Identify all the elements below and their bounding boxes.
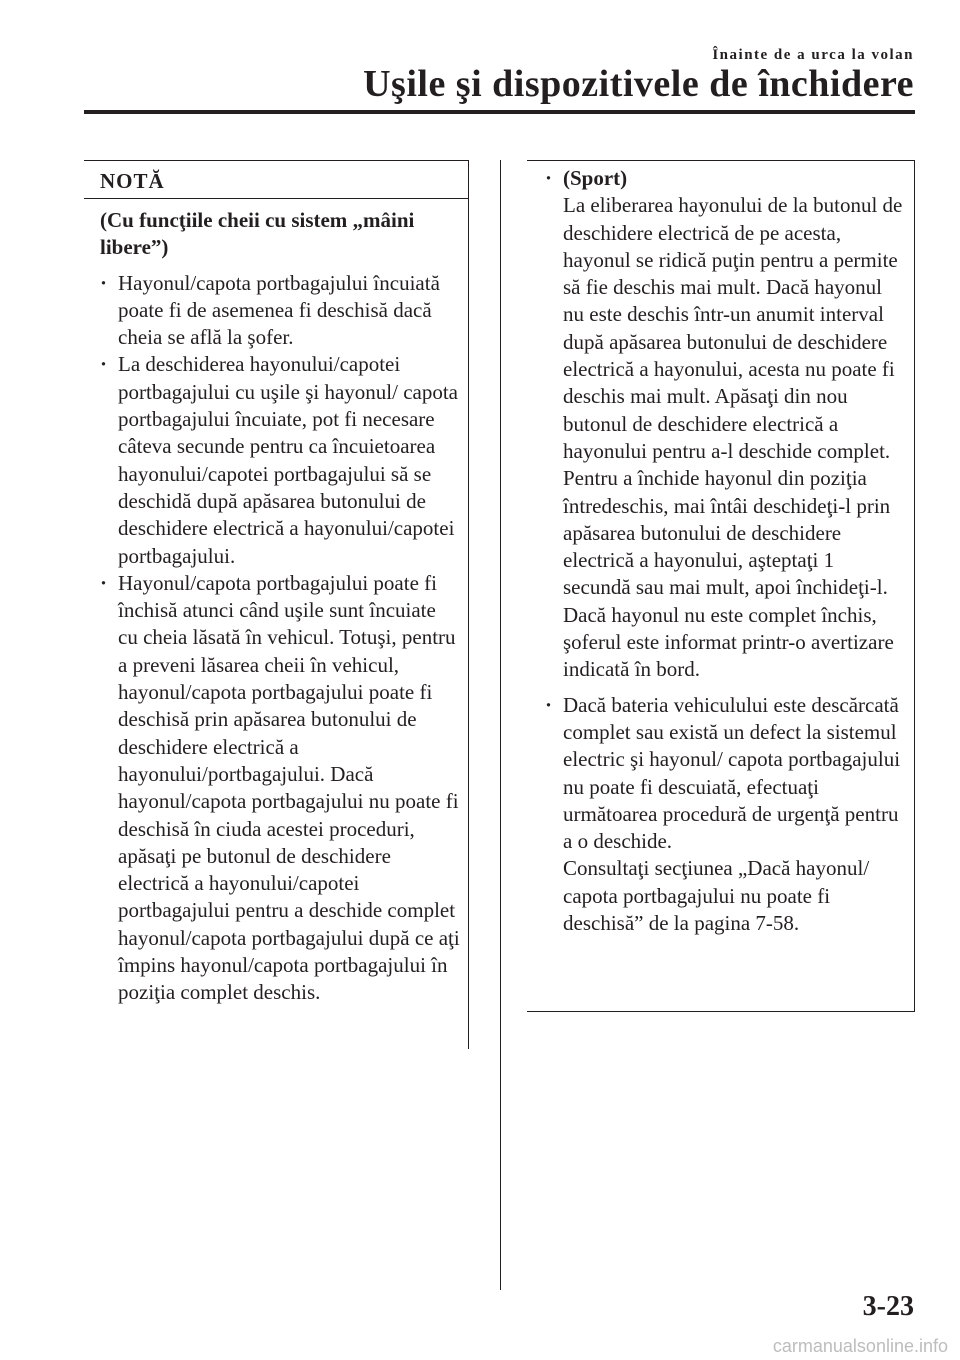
page-title: Uşile şi dispozitivele de închidere: [363, 63, 914, 105]
note-heading: NOTĂ: [84, 161, 468, 199]
note-box: [84, 160, 469, 1049]
note-bullet: · Hayonul/capota portbagajului încuiată poate fi de asemenea fi deschisă dacă cheia se află la şofer.: [100, 270, 460, 352]
sport-label: · (Sport): [563, 166, 628, 190]
sport-note-body: [527, 161, 914, 937]
note-condition: (Cu funcţiile cheii cu sistem „mâini libere”): [100, 208, 415, 260]
battery-text: · Dacă bateria vehiculului este descărcată complet sau există un defect la sistemul electric şi hayonul/ capota portbagajului nu poate fi descuiată, efectuaţi următoarea procedură de urgenţă pentru a o deschide.: [563, 692, 901, 854]
battery-reference: Consultaţi secţiunea „Dacă hayonul/ capota portbagajului nu poate fi deschisă” de la pagina 7-58.: [563, 856, 870, 936]
sport-text: La eliberarea hayonului de la butonul de deschidere electrică de pe acesta, hayonul se ridică puţin pentru a permite să fie deschis mai mult. Dacă hayonul nu este deschis într-un anumit interval după apăsarea butonului de deschidere electrică a hayonului, acesta nu poate fi deschis mai mult. Apăsaţi din nou butonul de deschidere electrică a hayonului pentru a-l deschide complet. Pentru a închide hayonul din poziţia întredeschis, mai întâi deschideţi-l prin apăsarea butonului de deschidere electrică a hayonului, aşteptaţi 1 secundă sau mai mult, apoi închideţi-l.: [563, 193, 903, 600]
sport-bullet: [545, 165, 904, 684]
header-rule: [84, 110, 915, 114]
sport-warning-text: Dacă hayonul nu este complet închis, şoferul este informat printr-o avertizare indicată în bord.: [563, 602, 894, 682]
note-bullet: · Hayonul/capota portbagajului poate fi închisă atunci când uşile sunt încuiate cu cheia lăsată în vehicul. Totuşi, pentru a preveni lăsarea cheii în vehicul, hayonul/capota portbagajului poate fi deschisă prin apăsarea butonului de deschidere electrică a hayonului/portbagajului. Dacă hayonul/capota portbagajului nu poate fi deschisă în ciuda acestei proceduri, apăsaţi pe butonul de deschidere electrică a hayonului/capotei portbagajului pentru a deschide complet hayonul/capota portbagajului după ce aţi împins hayonul/capota portbagajului în poziţia complet deschis.: [100, 570, 460, 1007]
page-number: 3-23: [862, 1291, 914, 1322]
column-divider: [500, 160, 501, 1290]
sport-note-box: [527, 160, 915, 1012]
note-body: [84, 199, 468, 1007]
watermark: carmanualsonline.info: [772, 1336, 948, 1356]
battery-bullet: [545, 692, 904, 938]
note-bullet: · La deschiderea hayonului/capotei portbagajului cu uşile şi hayonul/ capota portbagajului încuiate, pot fi necesare câteva secunde pentru ca încuietoarea hayonului/capotei portbagajului să se deschidă după apăsarea butonului de deschidere electrică a hayonului/capotei portbagajului.: [100, 351, 460, 569]
section-label: Înainte de a urca la volan: [712, 47, 914, 63]
